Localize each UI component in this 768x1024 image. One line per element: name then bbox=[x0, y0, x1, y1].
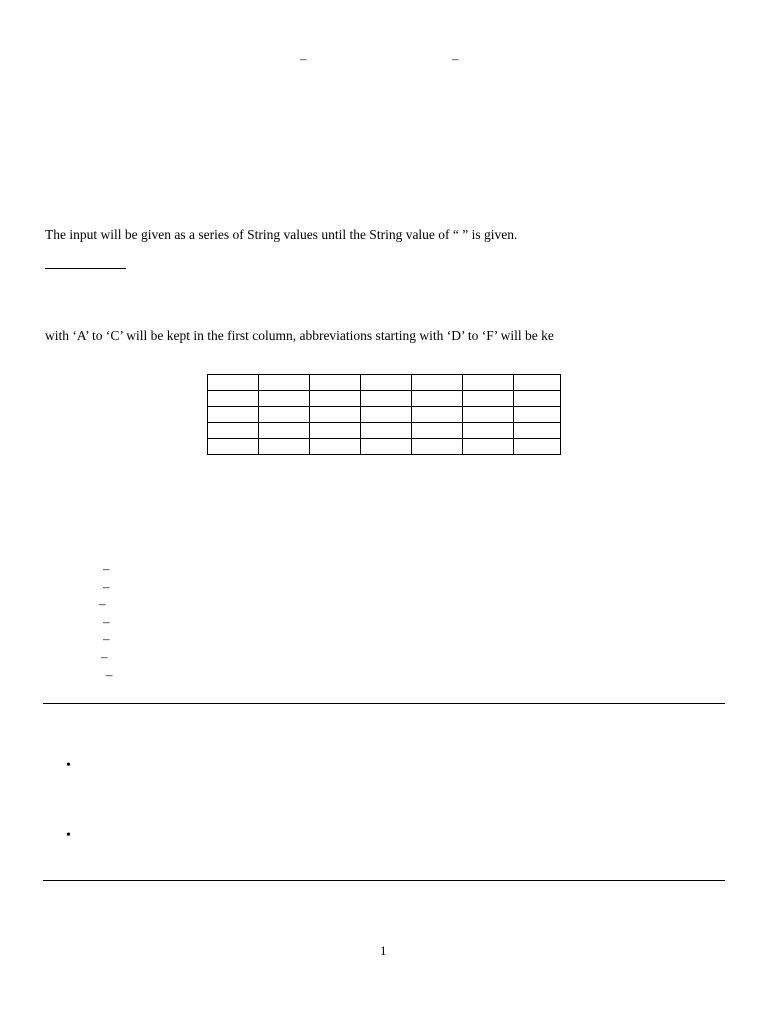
table-cell bbox=[514, 375, 561, 391]
table-cell bbox=[463, 439, 514, 455]
table-row bbox=[208, 375, 561, 391]
table-cell bbox=[361, 407, 412, 423]
horizontal-rule-bottom bbox=[43, 880, 725, 881]
dash-list-item: – bbox=[103, 579, 110, 594]
table-cell bbox=[412, 407, 463, 423]
table-cell bbox=[463, 407, 514, 423]
table-cell bbox=[208, 375, 259, 391]
table-row bbox=[208, 407, 561, 423]
table-row bbox=[208, 391, 561, 407]
table-cell bbox=[412, 439, 463, 455]
table-cell bbox=[310, 391, 361, 407]
table-cell bbox=[259, 375, 310, 391]
bullet-point: • bbox=[66, 758, 71, 773]
empty-grid-table bbox=[207, 374, 561, 455]
table-cell bbox=[361, 423, 412, 439]
table-cell bbox=[514, 423, 561, 439]
table-cell bbox=[463, 391, 514, 407]
grid-body bbox=[208, 375, 561, 455]
dash-list-item: – bbox=[99, 596, 106, 611]
table-cell bbox=[412, 375, 463, 391]
table-cell bbox=[259, 423, 310, 439]
page-number: 1 bbox=[380, 943, 387, 958]
table-cell bbox=[514, 391, 561, 407]
dash-list-item: – bbox=[106, 667, 113, 682]
header-dash-left: – bbox=[300, 51, 307, 66]
table-cell bbox=[412, 423, 463, 439]
column-description-line: with ‘A’ to ‘C’ will be kept in the first column, abbreviations starting with ‘D’ to ‘F’ will be ke bbox=[45, 328, 554, 343]
dash-list-item: – bbox=[103, 561, 110, 576]
table-cell bbox=[208, 407, 259, 423]
underline-blank bbox=[45, 268, 126, 269]
table-cell bbox=[514, 439, 561, 455]
table-cell bbox=[259, 439, 310, 455]
table-cell bbox=[463, 423, 514, 439]
table-cell bbox=[310, 375, 361, 391]
table-cell bbox=[514, 407, 561, 423]
table-cell bbox=[208, 423, 259, 439]
table-cell bbox=[412, 391, 463, 407]
table-cell bbox=[361, 439, 412, 455]
table-cell bbox=[463, 375, 514, 391]
table-cell bbox=[259, 407, 310, 423]
table-cell bbox=[310, 423, 361, 439]
header-dash-right: – bbox=[452, 51, 459, 66]
horizontal-rule-top bbox=[43, 703, 725, 704]
dash-list-item: – bbox=[101, 649, 108, 664]
table-cell bbox=[259, 391, 310, 407]
table-cell bbox=[361, 375, 412, 391]
dash-list-item: – bbox=[103, 614, 110, 629]
table-cell bbox=[310, 439, 361, 455]
table-cell bbox=[310, 407, 361, 423]
dash-list-item: – bbox=[103, 631, 110, 646]
table-row bbox=[208, 439, 561, 455]
input-description-line: The input will be given as a series of String values until the String value of “ ” is given. bbox=[45, 227, 518, 242]
table-cell bbox=[208, 391, 259, 407]
table-cell bbox=[361, 391, 412, 407]
table-cell bbox=[208, 439, 259, 455]
bullet-point: • bbox=[66, 828, 71, 843]
table-row bbox=[208, 423, 561, 439]
